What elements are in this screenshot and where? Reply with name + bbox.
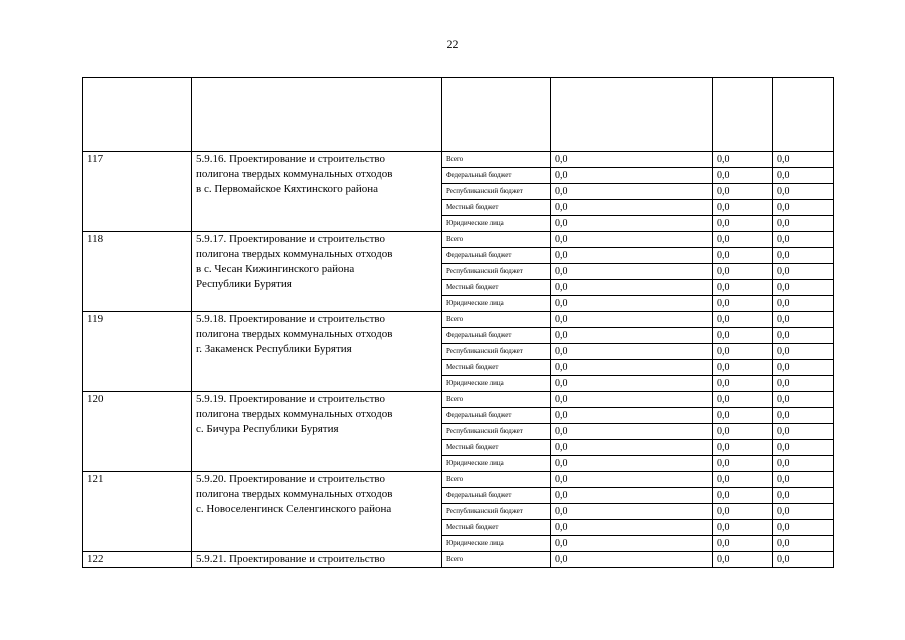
- value-cell: 0,0: [713, 456, 773, 472]
- funding-source: Местный бюджет: [442, 360, 551, 376]
- item-name-line: полигона твердых коммунальных отходов: [196, 408, 393, 420]
- item-name-line: 5.9.20. Проектирование и строительство: [196, 473, 386, 485]
- value-cell: 0,0: [551, 232, 713, 248]
- funding-source: Республиканский бюджет: [442, 424, 551, 440]
- value-cell: 0,0: [773, 360, 834, 376]
- funding-source: Республиканский бюджет: [442, 344, 551, 360]
- table-row: [83, 552, 834, 568]
- value-cell: 0,0: [773, 328, 834, 344]
- value-cell: 0,0: [551, 200, 713, 216]
- value-cell: 0,0: [551, 424, 713, 440]
- value-cell: 0,0: [713, 280, 773, 296]
- value-cell: 0,0: [713, 232, 773, 248]
- funding-source: Местный бюджет: [442, 200, 551, 216]
- value-cell: 0,0: [773, 504, 834, 520]
- value-cell: 0,0: [551, 408, 713, 424]
- value-cell: 0,0: [773, 488, 834, 504]
- item-name-line: полигона твердых коммунальных отходов: [196, 328, 393, 340]
- value-cell: 0,0: [773, 184, 834, 200]
- value-cell: 0,0: [551, 552, 713, 568]
- header-cell: [551, 78, 713, 152]
- table-row: [83, 392, 834, 408]
- value-cell: 0,0: [551, 472, 713, 488]
- funding-source: Республиканский бюджет: [442, 264, 551, 280]
- value-cell: 0,0: [773, 552, 834, 568]
- value-cell: 0,0: [773, 376, 834, 392]
- funding-source: Местный бюджет: [442, 440, 551, 456]
- value-cell: 0,0: [713, 488, 773, 504]
- value-cell: 0,0: [551, 536, 713, 552]
- value-cell: 0,0: [773, 168, 834, 184]
- value-cell: 0,0: [773, 472, 834, 488]
- funding-source: Федеральный бюджет: [442, 168, 551, 184]
- item-name-line: 5.9.16. Проектирование и строительство: [196, 153, 386, 165]
- table-row: [83, 472, 834, 488]
- value-cell: 0,0: [773, 232, 834, 248]
- item-name-line: 5.9.18. Проектирование и строительство: [196, 313, 386, 325]
- funding-source: Всего: [442, 152, 551, 168]
- header-cell: [192, 78, 442, 152]
- funding-source: Местный бюджет: [442, 280, 551, 296]
- value-cell: 0,0: [773, 520, 834, 536]
- value-cell: 0,0: [773, 536, 834, 552]
- value-cell: 0,0: [551, 280, 713, 296]
- table-row: [83, 152, 834, 168]
- value-cell: 0,0: [713, 472, 773, 488]
- value-cell: 0,0: [713, 520, 773, 536]
- value-cell: 0,0: [551, 392, 713, 408]
- item-name: [192, 312, 442, 392]
- value-cell: 0,0: [551, 520, 713, 536]
- funding-source: Федеральный бюджет: [442, 328, 551, 344]
- funding-source: Федеральный бюджет: [442, 488, 551, 504]
- value-cell: 0,0: [713, 312, 773, 328]
- header-cell: [83, 78, 192, 152]
- table-row: [83, 312, 834, 328]
- value-cell: 0,0: [551, 360, 713, 376]
- item-name-line: 5.9.17. Проектирование и строительство: [196, 233, 386, 245]
- funding-source: Юридические лица: [442, 296, 551, 312]
- funding-source: Всего: [442, 552, 551, 568]
- value-cell: 0,0: [713, 152, 773, 168]
- table-row: [83, 232, 834, 248]
- header-cell: [713, 78, 773, 152]
- item-name-line: полигона твердых коммунальных отходов: [196, 488, 393, 500]
- funding-source: Республиканский бюджет: [442, 184, 551, 200]
- value-cell: 0,0: [551, 488, 713, 504]
- value-cell: 0,0: [551, 344, 713, 360]
- item-number: 119: [83, 312, 192, 392]
- value-cell: 0,0: [713, 216, 773, 232]
- value-cell: 0,0: [713, 424, 773, 440]
- value-cell: 0,0: [713, 248, 773, 264]
- item-name-line: 5.9.21. Проектирование и строительство: [196, 553, 386, 565]
- value-cell: 0,0: [773, 264, 834, 280]
- funding-source: Федеральный бюджет: [442, 248, 551, 264]
- value-cell: 0,0: [713, 440, 773, 456]
- page-number: 22: [446, 37, 459, 51]
- item-name: [192, 472, 442, 552]
- value-cell: 0,0: [713, 392, 773, 408]
- value-cell: 0,0: [713, 376, 773, 392]
- value-cell: 0,0: [773, 216, 834, 232]
- item-name: [192, 552, 442, 568]
- item-name: [192, 232, 442, 312]
- item-number: 118: [83, 232, 192, 312]
- value-cell: 0,0: [773, 344, 834, 360]
- funding-source: Федеральный бюджет: [442, 408, 551, 424]
- value-cell: 0,0: [773, 440, 834, 456]
- value-cell: 0,0: [713, 328, 773, 344]
- item-name-line: с. Бичура Республики Бурятия: [196, 423, 339, 435]
- item-name-line: в с. Первомайское Кяхтинского района: [196, 183, 379, 195]
- value-cell: 0,0: [713, 360, 773, 376]
- value-cell: 0,0: [773, 392, 834, 408]
- value-cell: 0,0: [713, 408, 773, 424]
- value-cell: 0,0: [551, 376, 713, 392]
- item-name-line: 5.9.19. Проектирование и строительство: [196, 393, 386, 405]
- funding-source: Всего: [442, 392, 551, 408]
- value-cell: 0,0: [551, 440, 713, 456]
- value-cell: 0,0: [713, 552, 773, 568]
- value-cell: 0,0: [551, 504, 713, 520]
- item-name: [192, 152, 442, 232]
- value-cell: 0,0: [773, 424, 834, 440]
- value-cell: 0,0: [773, 280, 834, 296]
- funding-source: Юридические лица: [442, 376, 551, 392]
- value-cell: 0,0: [773, 296, 834, 312]
- value-cell: 0,0: [773, 200, 834, 216]
- item-name-line: г. Закаменск Республики Бурятия: [196, 343, 352, 355]
- table-header-row: [83, 78, 834, 152]
- item-number: 121: [83, 472, 192, 552]
- value-cell: 0,0: [551, 216, 713, 232]
- value-cell: 0,0: [773, 408, 834, 424]
- funding-source: Юридические лица: [442, 456, 551, 472]
- item-name-line: Республики Бурятия: [196, 278, 292, 290]
- header-cell: [773, 78, 834, 152]
- value-cell: 0,0: [551, 328, 713, 344]
- value-cell: 0,0: [713, 504, 773, 520]
- value-cell: 0,0: [551, 184, 713, 200]
- value-cell: 0,0: [713, 264, 773, 280]
- item-number: 122: [83, 552, 192, 568]
- value-cell: 0,0: [551, 296, 713, 312]
- item-name-line: с. Новоселенгинск Селенгинского района: [196, 503, 392, 515]
- header-cell: [442, 78, 551, 152]
- value-cell: 0,0: [713, 536, 773, 552]
- item-name-line: в с. Чесан Кижингинского района: [196, 263, 355, 275]
- value-cell: 0,0: [773, 248, 834, 264]
- value-cell: 0,0: [551, 456, 713, 472]
- value-cell: 0,0: [551, 152, 713, 168]
- funding-source: Всего: [442, 312, 551, 328]
- value-cell: 0,0: [551, 312, 713, 328]
- value-cell: 0,0: [713, 184, 773, 200]
- value-cell: 0,0: [551, 168, 713, 184]
- funding-source: Всего: [442, 232, 551, 248]
- value-cell: 0,0: [713, 168, 773, 184]
- item-number: 117: [83, 152, 192, 232]
- item-name-line: полигона твердых коммунальных отходов: [196, 248, 393, 260]
- value-cell: 0,0: [551, 264, 713, 280]
- value-cell: 0,0: [713, 344, 773, 360]
- item-number: 120: [83, 392, 192, 472]
- value-cell: 0,0: [773, 152, 834, 168]
- item-name: [192, 392, 442, 472]
- value-cell: 0,0: [713, 200, 773, 216]
- funding-source: Всего: [442, 472, 551, 488]
- value-cell: 0,0: [773, 456, 834, 472]
- value-cell: 0,0: [713, 296, 773, 312]
- funding-source: Юридические лица: [442, 536, 551, 552]
- value-cell: 0,0: [551, 248, 713, 264]
- funding-source: Местный бюджет: [442, 520, 551, 536]
- budget-table: [82, 77, 834, 568]
- item-name-line: полигона твердых коммунальных отходов: [196, 168, 393, 180]
- value-cell: 0,0: [773, 312, 834, 328]
- funding-source: Юридические лица: [442, 216, 551, 232]
- funding-source: Республиканский бюджет: [442, 504, 551, 520]
